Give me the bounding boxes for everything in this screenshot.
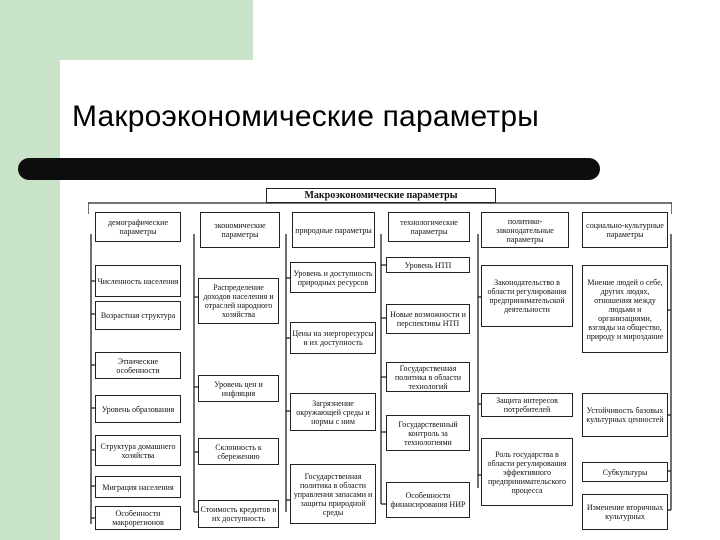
item-ethnic-features: Этнические особенности [95, 352, 181, 379]
item-stp-level: Уровень НТП [386, 257, 470, 273]
item-population-size: Численность населения [95, 265, 181, 297]
item-state-role: Роль государства в области регулирования эффективного предпринимательского процесса [481, 438, 573, 506]
accent-top-band [0, 0, 253, 60]
item-education-level: Уровень образования [95, 395, 181, 423]
item-saving-propensity: Склонность к сбережению [198, 438, 279, 465]
column-heading-technological: технологические параметры [388, 212, 470, 242]
item-secondary-culture-change: Изменение вторичных культурных [582, 494, 668, 530]
column-heading-sociocultural: социально-культурные параметры [582, 212, 668, 248]
item-tech-policy: Государственная политика в области технологий [386, 362, 470, 392]
parameters-diagram [88, 182, 672, 540]
item-income-distribution: Распределение доходов населения и отраслей народного хозяйства [198, 278, 279, 324]
column-heading-economic: экономические параметры [200, 212, 280, 248]
item-credit-cost: Стоимость кредитов и их доступность [198, 500, 279, 528]
item-cultural-values: Устойчивость базовых культурных ценностей [582, 393, 668, 437]
item-rnd-financing: Особенности финансирования НИР [386, 482, 470, 518]
slide-title: Макроэкономические параметры [72, 100, 540, 133]
item-consumer-protection: Защита интересов потребителей [481, 393, 573, 417]
column-heading-political: политико-законодательные параметры [481, 212, 569, 248]
diagram-header-box: Макроэкономические параметры [266, 188, 496, 203]
item-migration: Миграция населения [95, 476, 181, 498]
item-environment-policy: Государственная политика в области управления запасами и защиты природной среды [290, 464, 376, 524]
item-subcultures: Субкультуры [582, 462, 668, 482]
item-age-structure: Возрастная структура [95, 301, 181, 330]
item-energy-prices: Цены на энергоресурсы и их доступность [290, 322, 376, 354]
item-household-structure: Структура домашнего хозяйства [95, 435, 181, 466]
title-underline-bar [18, 158, 600, 180]
item-tech-control: Государственный контроль за технологиями [386, 415, 470, 451]
item-macroregion-features: Особенности макрорегионов [95, 506, 181, 530]
item-business-legislation: Законодательство в области регулирования предпринимательской деятельности [481, 265, 573, 327]
accent-side-band [0, 0, 60, 540]
item-natural-resources: Уровень и доступность природных ресурсов [290, 262, 376, 293]
item-people-opinions: Мнение людей о себе, других людях, отношения между людьми и организациями, взгляды на общество, природу и мироздание [582, 265, 668, 353]
item-stp-prospects: Новые возможности и перспективы НТП [386, 304, 470, 334]
item-pollution: Загрязнение окружающей среды и нормы с ним [290, 393, 376, 431]
item-prices-inflation: Уровень цен и инфляция [198, 375, 279, 402]
column-heading-natural: природные параметры [292, 212, 375, 248]
column-heading-demographic: демографические параметры [95, 212, 181, 242]
